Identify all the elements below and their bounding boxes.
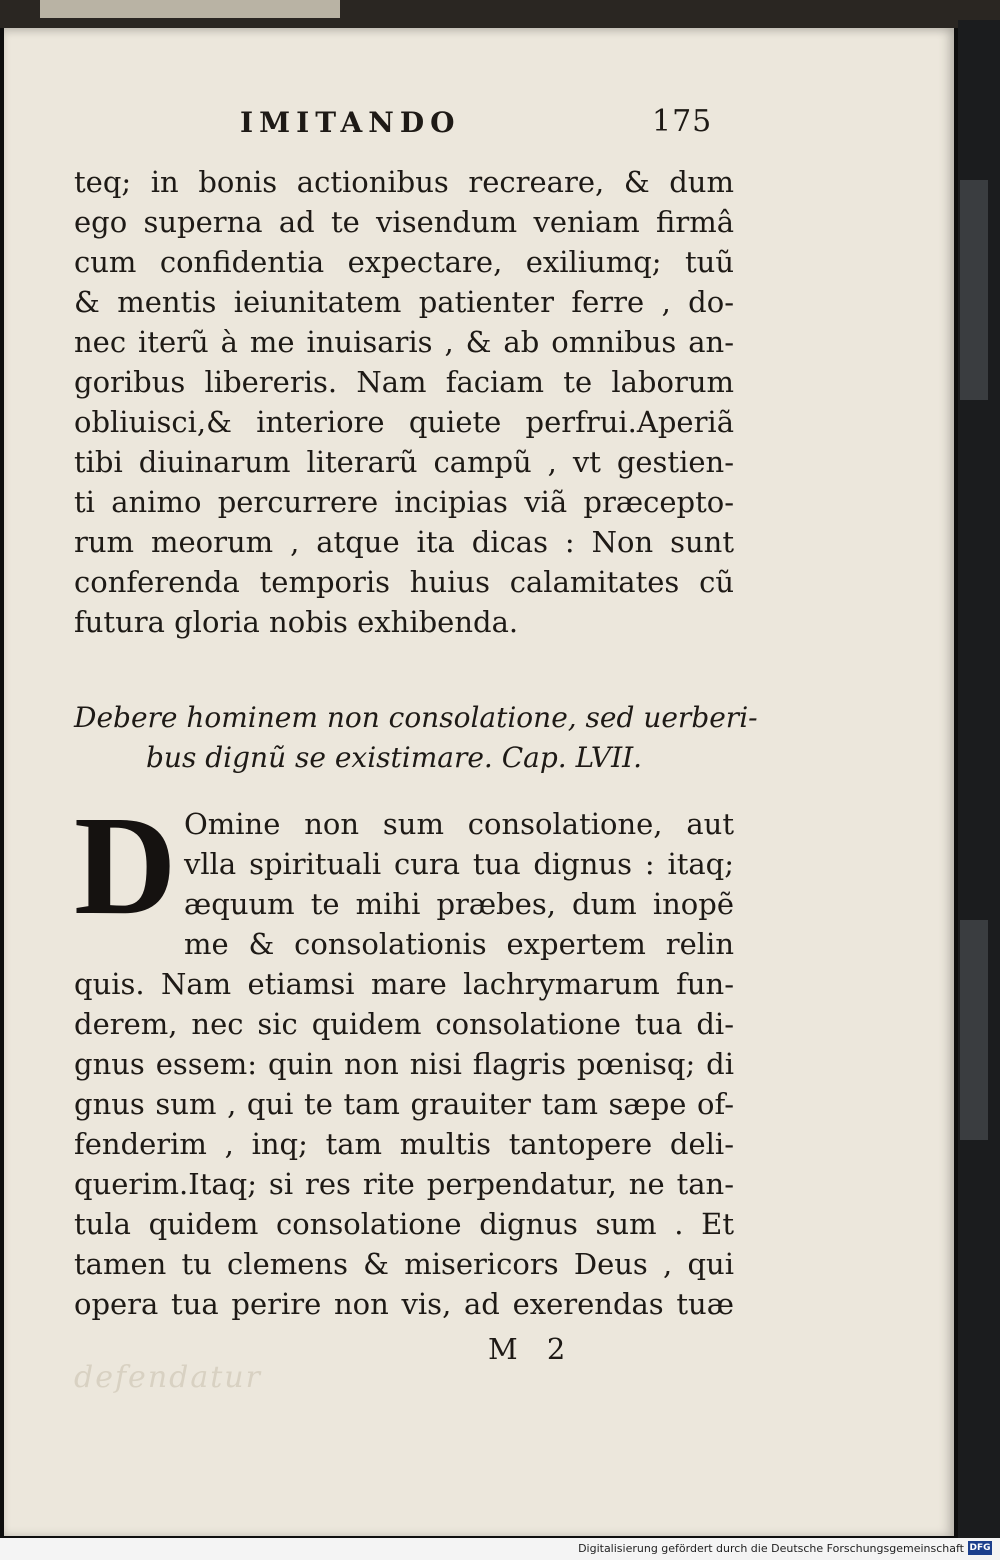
book-edge xyxy=(958,20,1000,1540)
chapter-body xyxy=(74,786,734,1324)
edge-shadow xyxy=(960,920,988,1140)
text-line: teq; in bonis actionibus recreare, & dum xyxy=(74,165,734,199)
text-line: æquum te mihi præbes, dum inopẽ xyxy=(184,887,734,921)
text-line: opera tua perire non vis, ad exerendas tuæ xyxy=(74,1287,734,1321)
drop-cap-initial: D xyxy=(74,786,177,944)
funding-credit: Digitalisierung gefördert durch die Deutsche Forschungsgemeinschaft xyxy=(578,1542,964,1555)
offset-ghost-text: defendatur xyxy=(74,1360,262,1395)
text-line: ego superna ad te visendum veniam firmâ xyxy=(74,205,734,239)
page-text-block xyxy=(74,100,758,1372)
text-line: gnus essem: quin non nisi flagris pœnisq; di xyxy=(74,1047,734,1081)
text-line: tula quidem consolatione dignus sum . Et xyxy=(74,1207,734,1241)
previous-leaf-edge xyxy=(40,0,340,18)
text-line: querim.Itaq; si res rite perpendatur, ne tan- xyxy=(74,1167,734,1201)
gathering-signature: M 2 xyxy=(488,1332,576,1366)
chapter-heading-line: bus dignũ se existimare. Cap. LVII. xyxy=(146,741,643,774)
signature-line xyxy=(74,1332,734,1372)
edge-shadow xyxy=(960,180,988,400)
text-line: tamen tu clemens & misericors Deus , qui xyxy=(74,1247,734,1281)
text-line: obliuisci,& interiore quiete perfrui.Aperiã xyxy=(74,405,734,439)
dfg-logo: DFG xyxy=(969,1543,991,1553)
text-line: fenderim , inq; tam multis tantopere deli- xyxy=(74,1127,734,1161)
digitization-footer xyxy=(0,1538,1000,1560)
page-number: 175 xyxy=(652,104,713,139)
text-line: tibi diuinarum literarũ campũ , vt gestien- xyxy=(74,445,734,479)
text-line: vlla spirituali cura tua dignus : itaq; xyxy=(184,847,734,881)
paragraph xyxy=(74,162,734,642)
chapter-heading xyxy=(74,698,758,778)
text-line: ti animo percurrere incipias viã præcepto- xyxy=(74,485,734,519)
text-line: conferenda temporis huius calamitates cũ xyxy=(74,565,734,599)
text-line: gnus sum , qui te tam grauiter tam sæpe of- xyxy=(74,1087,734,1121)
text-line: nec iterũ à me inuisaris , & ab omnibus an- xyxy=(74,325,734,359)
text-line: rum meorum , atque ita dicas : Non sunt xyxy=(74,525,734,559)
text-line: derem, nec sic quidem consolatione tua di- xyxy=(74,1007,734,1041)
chapter-heading-line: Debere hominem non consolatione, sed uerberi- xyxy=(74,701,758,734)
text-line: cum confidentia expectare, exiliumq; tuũ xyxy=(74,245,734,279)
text-line: me & consolationis expertem relin xyxy=(184,927,734,961)
text-line: futura gloria nobis exhibenda. xyxy=(74,605,519,639)
text-line: Omine non sum consolatione, aut xyxy=(184,807,734,841)
text-line: quis. Nam etiamsi mare lachrymarum fun- xyxy=(74,967,734,1001)
page-header xyxy=(74,100,734,162)
text-line: & mentis ieiunitatem patienter ferre , do- xyxy=(74,285,734,319)
text-line: goribus libereris. Nam faciam te laborum xyxy=(74,365,734,399)
running-title: IMITANDO xyxy=(240,106,461,139)
